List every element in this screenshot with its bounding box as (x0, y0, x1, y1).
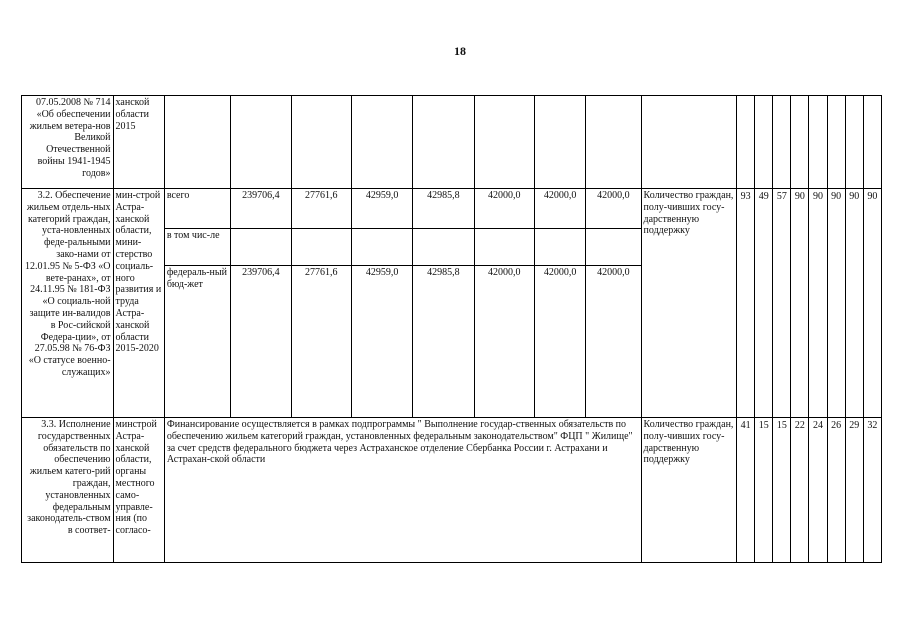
value-cell: 42985,8 (413, 266, 474, 418)
table-row (22, 189, 882, 229)
indicator-value: 22 (791, 418, 809, 563)
empty-cell (231, 96, 291, 189)
value-cell: 239706,4 (231, 189, 291, 229)
measure-cell: 07.05.2008 № 714 «Об обеспечении жильем ветера-нов Великой Отечественной войны 1941-1945 годов» (22, 96, 114, 189)
value-cell: 42959,0 (351, 189, 412, 229)
empty-cell (586, 96, 641, 189)
table-row (22, 418, 882, 563)
financing-note: Финансирование осуществляется в рамках подпрограммы " Выполнение государ-ственных обязательств по обеспечению жильем категорий граждан, установленных федеральным законодательством" ФЦП " Жилище" за счет средств федерального бюджета через Астраханское отделение Сбербанка России г. Астрахани и Астрахан-ской области (164, 418, 641, 563)
empty-cell (737, 96, 755, 189)
indicator-value: 90 (827, 189, 845, 418)
empty-cell (586, 229, 641, 266)
indicator-value: 15 (773, 418, 791, 563)
empty-cell (773, 96, 791, 189)
source-cell: федераль-ный бюд-жет (164, 266, 230, 418)
value-cell: 42000,0 (474, 266, 534, 418)
empty-cell (534, 229, 585, 266)
source-cell: в том чис-ле (164, 229, 230, 266)
empty-cell (231, 229, 291, 266)
empty-cell (474, 229, 534, 266)
empty-cell (291, 96, 351, 189)
measure-cell: 3.2. Обеспечение жильем отдель-ных категорий граждан, уста-новленных феде-ральными зако-нами от 12.01.95 № 5-ФЗ «О вете-ранах», от 24.11.95 № 181-ФЗ «О социаль-ной защите ин-валидов в Рос-сийской Федера-ции», от 27.05.98 № 76-ФЗ «О статусе военно-служащих» (22, 189, 114, 418)
value-cell: 42000,0 (534, 266, 585, 418)
empty-cell (351, 96, 412, 189)
value-cell: 42000,0 (586, 189, 641, 229)
indicator-value: 32 (863, 418, 881, 563)
empty-cell (755, 96, 773, 189)
executor-cell: мин-строй Астра-ханской области, мини-стерство социаль-ного развития и труда Астра-ханской области 2015-2020 (113, 189, 164, 418)
indicator-cell: Количество граждан, полу-чивших госу-дарственную поддержку (641, 189, 737, 418)
page-number: 18 (454, 44, 466, 58)
empty-cell (351, 229, 412, 266)
value-cell: 42959,0 (351, 266, 412, 418)
indicator-value: 93 (737, 189, 755, 418)
value-cell: 42000,0 (534, 189, 585, 229)
indicator-value: 90 (791, 189, 809, 418)
empty-cell (413, 96, 474, 189)
measure-cell: 3.3. Исполнение государственных обязательств по обеспечению жильем катего-рий граждан, установленных федеральным законодатель-ством в соответ- (22, 418, 114, 563)
value-cell: 42985,8 (413, 189, 474, 229)
source-cell: всего (164, 189, 230, 229)
empty-cell (827, 96, 845, 189)
indicator-cell: Количество граждан, полу-чивших госу-дарственную поддержку (641, 418, 737, 563)
empty-cell (534, 96, 585, 189)
empty-cell (845, 96, 863, 189)
empty-cell (791, 96, 809, 189)
empty-cell (291, 229, 351, 266)
value-cell: 27761,6 (291, 189, 351, 229)
empty-cell (809, 96, 827, 189)
indicator-value: 29 (845, 418, 863, 563)
program-table (21, 95, 882, 563)
empty-cell (641, 96, 737, 189)
empty-cell (474, 96, 534, 189)
indicator-value: 15 (755, 418, 773, 563)
indicator-value: 26 (827, 418, 845, 563)
indicator-value: 90 (863, 189, 881, 418)
indicator-value: 49 (755, 189, 773, 418)
indicator-value: 57 (773, 189, 791, 418)
value-cell: 27761,6 (291, 266, 351, 418)
empty-cell (863, 96, 881, 189)
value-cell: 42000,0 (586, 266, 641, 418)
executor-cell: минстрой Астра-ханской области, органы местного само-управле-ния (по согласо- (113, 418, 164, 563)
indicator-value: 90 (809, 189, 827, 418)
table-row (22, 96, 882, 189)
empty-cell (413, 229, 474, 266)
indicator-value: 90 (845, 189, 863, 418)
empty-cell (164, 96, 230, 189)
indicator-value: 41 (737, 418, 755, 563)
value-cell: 42000,0 (474, 189, 534, 229)
value-cell: 239706,4 (231, 266, 291, 418)
indicator-value: 24 (809, 418, 827, 563)
executor-cell: ханской области 2015 (113, 96, 164, 189)
